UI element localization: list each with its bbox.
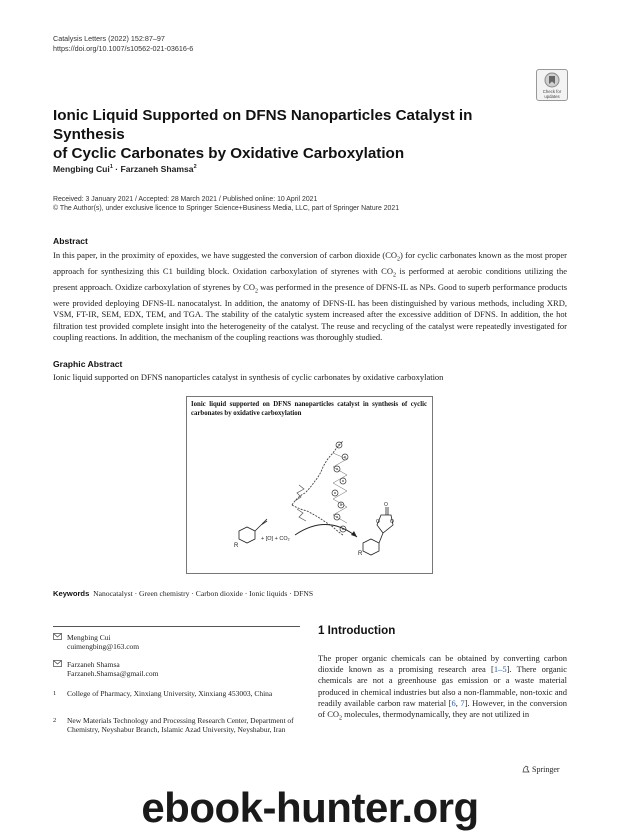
introduction-heading: 1 Introduction xyxy=(318,624,396,637)
keywords-line xyxy=(53,589,313,598)
author-name[interactable]: Farzaneh Shamsa xyxy=(120,164,194,174)
abstract-body xyxy=(53,250,567,343)
intro-text: ]. However, in the conversion of CO xyxy=(318,697,567,720)
badge-label-1: Check for xyxy=(542,89,562,94)
keywords-label: Keywords xyxy=(53,589,90,598)
badge-label-2: updates xyxy=(544,94,560,99)
abstract-text: In this paper, in the proximity of epoxides, we have suggested the conversion of carbon dioxide (CO xyxy=(53,250,398,260)
intro-text: molecules, thermodynamically, they are not utilized in xyxy=(342,709,530,720)
reaction-scheme-illustration xyxy=(187,397,432,573)
author-name[interactable]: Mengbing Cui xyxy=(53,164,110,174)
subscript: 2 xyxy=(339,715,343,722)
svg-text:O: O xyxy=(384,502,388,508)
affiliation-text: New Materials Technology and Processing Research Center, Department of Chemistry, Neyshabur Branch, Islamic Azad University, Neyshabur, Iran xyxy=(67,716,294,735)
abstract-text: was performed in the presence of DFNS-IL as NPs. Good to superb performance products were provided deploying DFNS-IL nanocatalyst. In addition, the anatomy of DFNS-IL has been distinguished by various methods, including XRD, VSM, FT-IR, SEM, EDX, TEM, and TGA. The stability of the catalytic system increased after the excessive addition of DFNS. In addition, the hot filtration test provided complete insight into the heterogeneity of the catalyst. The reuse and recycling of the catalyst were repeatedly investigated for coupling reactions. In addition, the mechanism of the coupling reactions was thoroughly studied. xyxy=(53,281,567,342)
intro-text: , xyxy=(455,697,461,708)
intro-text: The proper organic chemicals can be obtained by converting carbon dioxide known as a promising research area [ xyxy=(318,653,567,675)
keywords-list: Nanocatalyst · Green chemistry · Carbon dioxide · Ionic liquids · DFNS xyxy=(93,589,314,598)
doi-link[interactable]: https://doi.org/10.1007/s10562-021-03616-6 xyxy=(53,44,194,53)
affiliation-text: College of Pharmacy, Xinxiang University, Xinxiang 453003, China xyxy=(67,689,273,698)
envelope-icon xyxy=(53,660,62,670)
affiliation-marker: 2 xyxy=(193,164,197,171)
intro-text: ]. There organic chemicals are not a greenhouse gas emission or a waste material produced in chemical industries but also a non-flammable, non-toxic and readily available carbon raw material [ xyxy=(318,664,567,708)
r-group-label: R xyxy=(234,543,239,549)
affiliation-number: 1 xyxy=(53,690,57,697)
graphic-abstract-heading: Graphic Abstract xyxy=(53,359,123,369)
citation-link[interactable]: 6 xyxy=(451,697,456,708)
paper-title xyxy=(53,106,523,163)
corresponding-author-name: Mengbing Cui xyxy=(67,633,111,642)
watermark-banner: ebook-hunter.org xyxy=(141,784,479,831)
author-separator: · xyxy=(112,164,121,174)
publisher-name: Springer xyxy=(532,765,560,774)
abstract-heading: Abstract xyxy=(53,236,88,246)
subscript: 2 xyxy=(392,272,396,279)
abstract-text: ) for cyclic carbonates known as the most proper approach for synthesizing this C1 building block. Oxidation carboxylation of styrenes with CO xyxy=(53,250,567,276)
journal-citation: Catalysis Letters (2022) 152:87–97 xyxy=(53,34,165,43)
figure-title: Ionic liquid supported on DFNS nanoparticles catalyst in synthesis of cyclic carbonates by oxidative carboxylation xyxy=(191,401,427,417)
corresponding-author-email[interactable]: Farzaneh.Shamsa@gmail.com xyxy=(67,669,159,679)
citation-link[interactable]: 1–5 xyxy=(493,664,507,675)
graphic-abstract-figure xyxy=(186,396,433,574)
check-for-updates-badge[interactable] xyxy=(536,69,568,101)
svg-text:O: O xyxy=(376,519,380,525)
affiliation-number: 2 xyxy=(53,717,57,724)
r-group-label: R xyxy=(358,551,363,557)
introduction-body xyxy=(318,653,567,725)
citation-link[interactable]: 7 xyxy=(460,697,465,708)
publication-dates xyxy=(53,195,399,213)
bookmark-icon xyxy=(537,70,567,90)
corresponding-author-email[interactable]: cuimengbing@163.com xyxy=(67,642,140,652)
title-line-2: of Cyclic Carbonates by Oxidative Carboxylation xyxy=(53,145,405,162)
reagents-label: + [O] + CO₂ xyxy=(261,536,290,542)
affiliation-marker: 1 xyxy=(109,164,113,171)
subscript: 2 xyxy=(397,256,401,263)
author-list xyxy=(53,164,197,174)
svg-text:O: O xyxy=(390,519,394,525)
copyright-line: © The Author(s), under exclusive licence to Springer Science+Business Media, LLC, part of Springer Nature 2021 xyxy=(53,205,400,212)
dates-line: Received: 3 January 2021 / Accepted: 28 March 2021 / Published online: 10 April 2021 xyxy=(53,196,318,203)
subscript: 2 xyxy=(254,288,258,295)
title-line-1: Ionic Liquid Supported on DFNS Nanoparticles Catalyst in Synthesis xyxy=(53,107,473,143)
publisher-logo xyxy=(522,765,560,774)
springer-horse-icon xyxy=(522,765,530,773)
abstract-text: is performed at aerobic conditions utilizing the present approach. Oxidize carboxylation of styrenes by CO xyxy=(53,265,567,292)
envelope-icon xyxy=(53,633,62,643)
graphic-abstract-caption: Ionic liquid supported on DFNS nanoparticles catalyst in synthesis of cyclic carbonates by oxidative carboxylation xyxy=(53,372,444,382)
corresponding-author-name: Farzaneh Shamsa xyxy=(67,660,120,669)
footnote-divider xyxy=(53,626,300,627)
